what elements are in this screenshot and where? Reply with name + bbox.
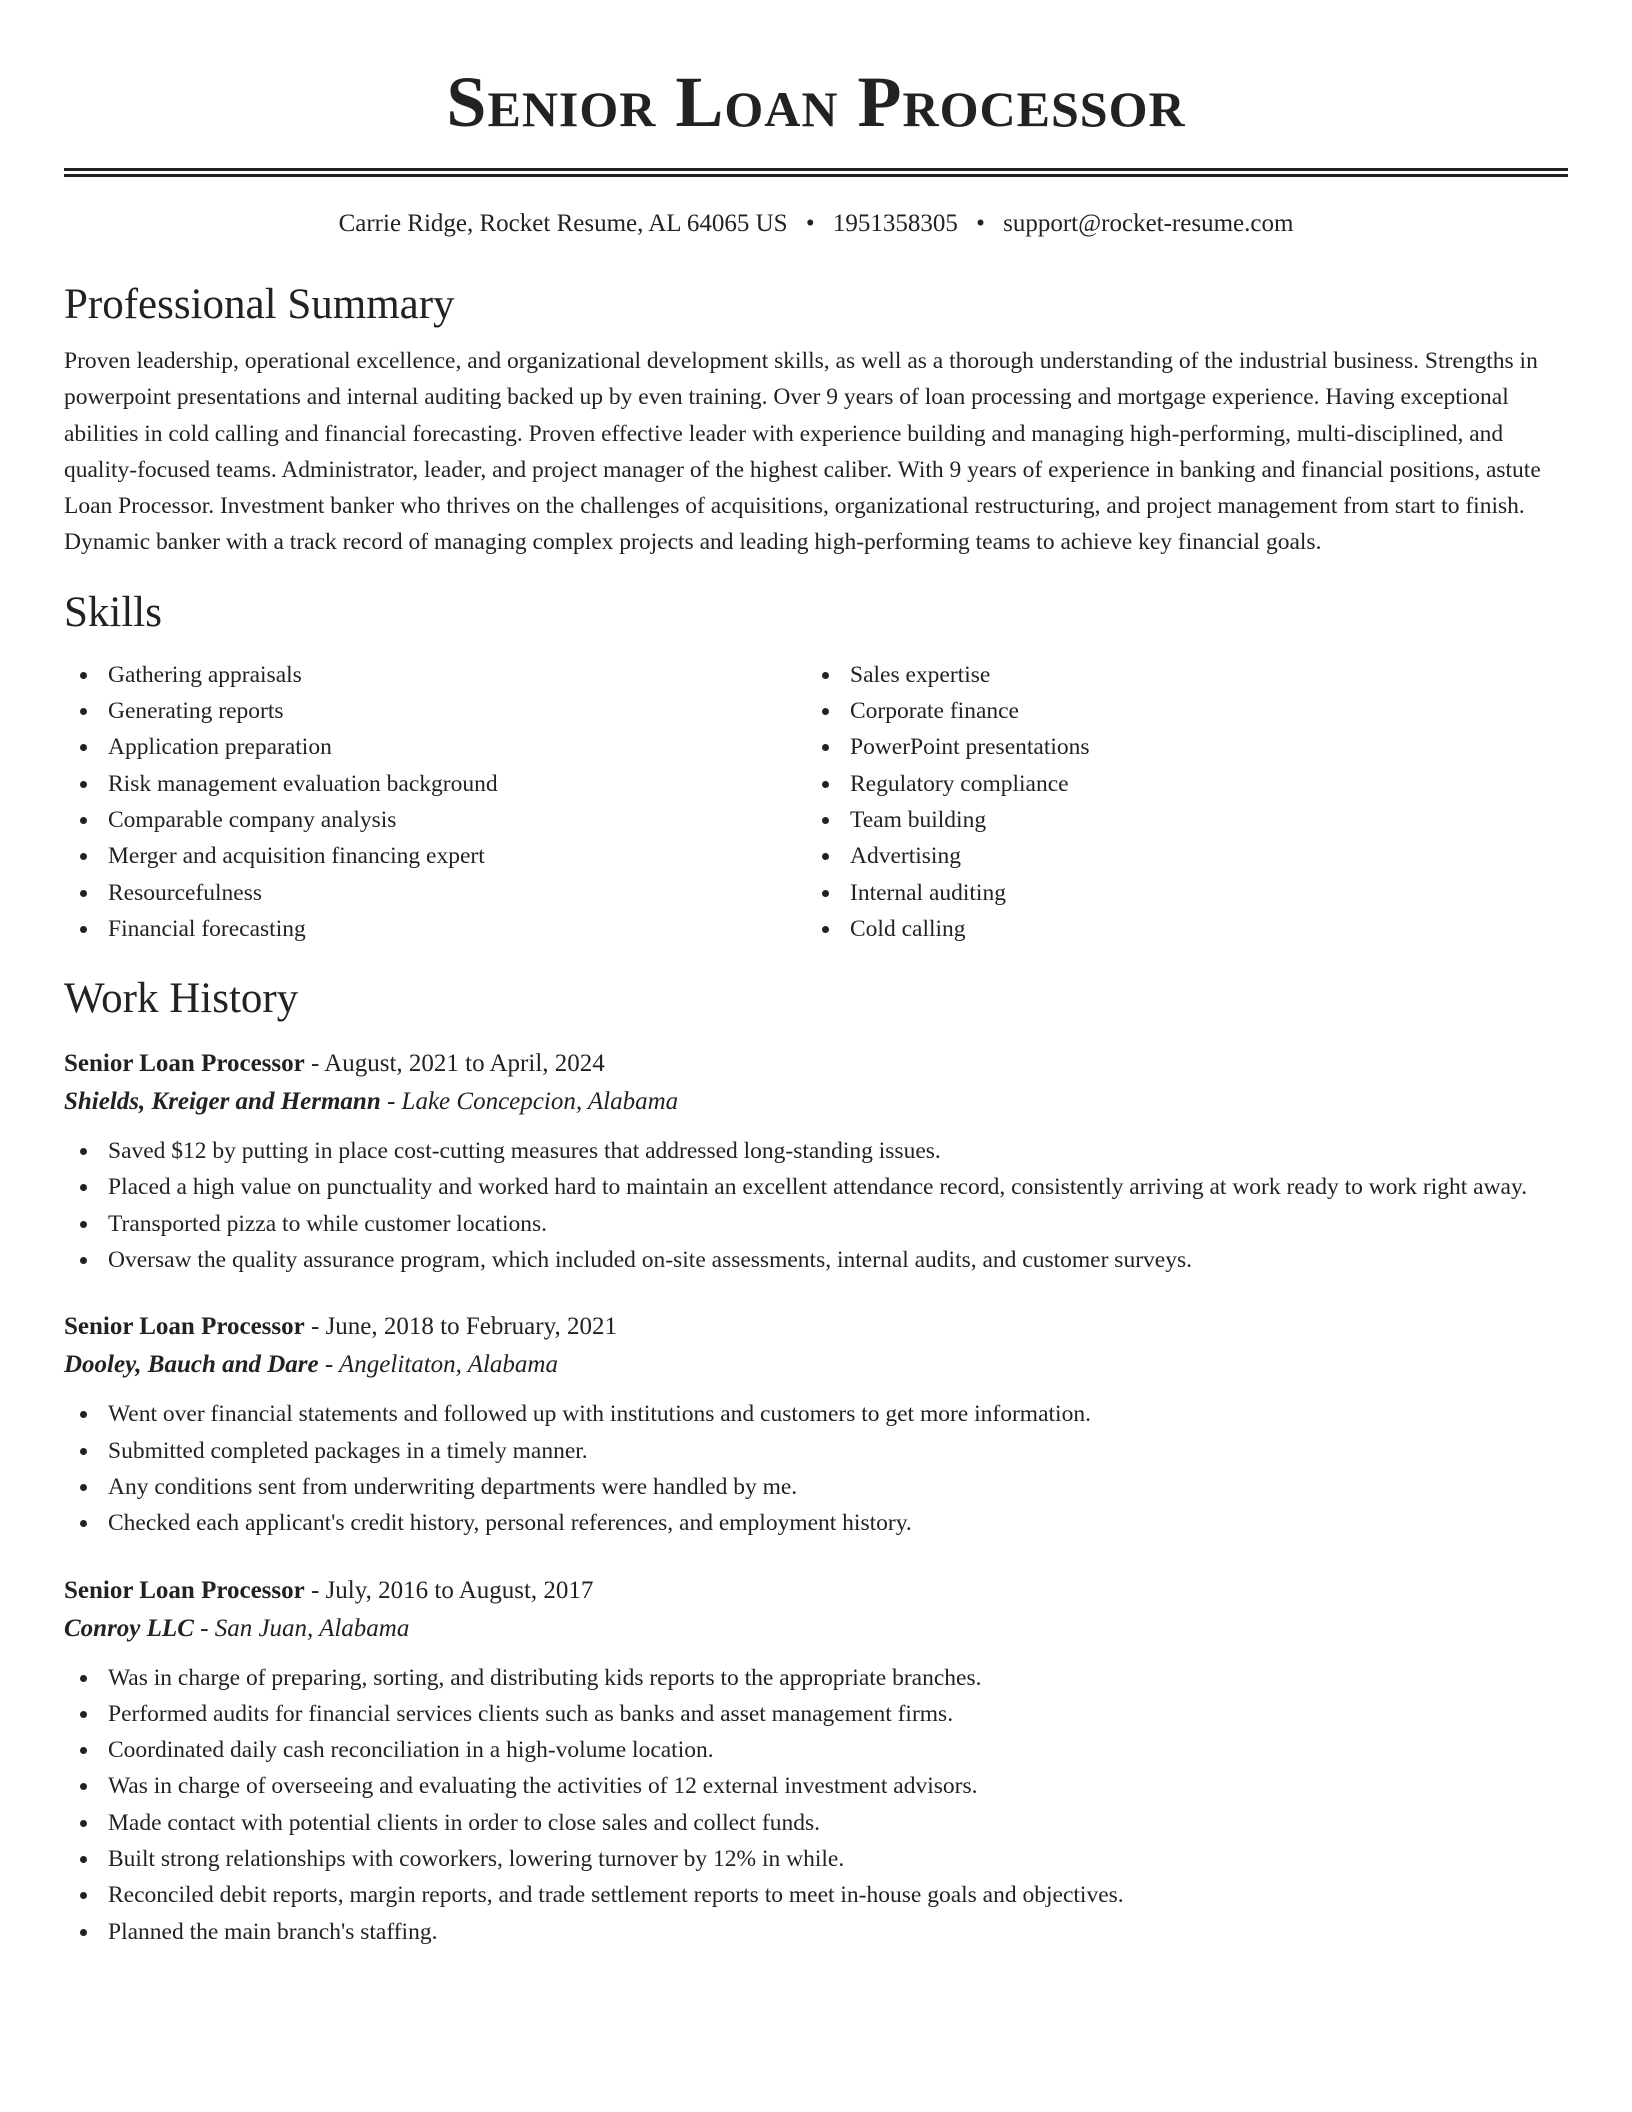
skill-item: Application preparation bbox=[64, 729, 806, 765]
contact-address: Carrie Ridge, Rocket Resume, AL 64065 US bbox=[338, 210, 788, 237]
resume-page bbox=[64, 0, 1568, 1950]
job-title-line bbox=[64, 1308, 1568, 1346]
work-history-heading: Work History bbox=[64, 975, 299, 1023]
duty-item: Saved $12 by putting in place cost-cutting measures that addressed long-standing issues. bbox=[64, 1133, 1568, 1169]
job-location: - Lake Concepcion, Alabama bbox=[380, 1088, 679, 1116]
job-duties bbox=[64, 1396, 1568, 1541]
duty-item: Reconciled debit reports, margin reports, and trade settlement reports to meet in-house goals and objectives. bbox=[64, 1877, 1568, 1913]
resume-title: Senior Loan Processor bbox=[446, 62, 1186, 142]
job-dates: - July, 2016 to August, 2017 bbox=[304, 1576, 594, 1604]
skill-item: PowerPoint presentations bbox=[806, 729, 1548, 765]
skill-item: Regulatory compliance bbox=[806, 766, 1548, 802]
job-company: Conroy LLC bbox=[64, 1614, 194, 1642]
job-entry bbox=[64, 1045, 1568, 1278]
skills-column-right bbox=[806, 657, 1548, 947]
job-company-line bbox=[64, 1346, 1568, 1384]
duty-item: Any conditions sent from underwriting departments were handled by me. bbox=[64, 1469, 1568, 1505]
skill-item: Generating reports bbox=[64, 693, 806, 729]
skill-item: Merger and acquisition financing expert bbox=[64, 838, 806, 874]
job-company-line bbox=[64, 1610, 1568, 1648]
duty-item: Checked each applicant's credit history, personal references, and employment history. bbox=[64, 1505, 1568, 1541]
duty-item: Oversaw the quality assurance program, which included on-site assessments, internal audits, and customer surveys. bbox=[64, 1242, 1568, 1278]
job-company: Shields, Kreiger and Hermann bbox=[64, 1088, 381, 1116]
duty-item: Placed a high value on punctuality and worked hard to maintain an excellent attendance record, consistently arriving at work ready to work right away. bbox=[64, 1169, 1568, 1205]
job-location: - Angelitaton, Alabama bbox=[318, 1351, 558, 1379]
job-role: Senior Loan Processor bbox=[64, 1313, 305, 1341]
skill-item: Advertising bbox=[806, 838, 1548, 874]
skills-column-left bbox=[64, 657, 806, 947]
duty-item: Made contact with potential clients in order to close sales and collect funds. bbox=[64, 1805, 1568, 1841]
skill-item: Sales expertise bbox=[806, 657, 1548, 693]
duty-item: Was in charge of overseeing and evaluating the activities of 12 external investment advisors. bbox=[64, 1768, 1568, 1804]
duty-item: Went over financial statements and followed up with institutions and customers to get more information. bbox=[64, 1396, 1568, 1432]
job-title-line bbox=[64, 1045, 1568, 1083]
job-dates: - June, 2018 to February, 2021 bbox=[304, 1313, 617, 1341]
skill-item: Team building bbox=[806, 802, 1548, 838]
job-role: Senior Loan Processor bbox=[64, 1576, 305, 1604]
duty-item: Performed audits for financial services clients such as banks and asset management firms. bbox=[64, 1696, 1568, 1732]
duty-item: Built strong relationships with coworkers, lowering turnover by 12% in while. bbox=[64, 1841, 1568, 1877]
skill-item: Risk management evaluation background bbox=[64, 766, 806, 802]
header-divider bbox=[64, 168, 1568, 177]
summary-text: Proven leadership, operational excellence, and organizational development skills, as well as a thorough understanding of the industrial business. Strengths in powerpoint presentations and internal auditing backed up by even training. Over 9 years of loan processing and mortgage experience. Having exceptional abilities in cold calling and financial forecasting. Proven effective leader with experience building and managing high-performing, multi-disciplined, and quality-focused teams. Administrator, leader, and project manager of the highest caliber. With 9 years of experience in banking and financial positions, astute Loan Processor. Investment banker who thrives on the challenges of acquisitions, organizational restructuring, and project management from start to finish. Dynamic banker with a track record of managing complex projects and leading high-performing teams to achieve key financial goals. bbox=[64, 348, 1541, 556]
duty-item: Transported pizza to while customer locations. bbox=[64, 1206, 1568, 1242]
summary-heading: Professional Summary bbox=[64, 281, 455, 328]
job-company: Dooley, Bauch and Dare bbox=[64, 1351, 319, 1379]
skill-item: Internal auditing bbox=[806, 875, 1548, 911]
duty-item: Coordinated daily cash reconciliation in a high-volume location. bbox=[64, 1732, 1568, 1768]
job-title-line bbox=[64, 1572, 1568, 1610]
skill-item: Resourcefulness bbox=[64, 875, 806, 911]
duty-item: Was in charge of preparing, sorting, and distributing kids reports to the appropriate branches. bbox=[64, 1660, 1568, 1696]
job-duties bbox=[64, 1660, 1568, 1950]
job-entry bbox=[64, 1308, 1568, 1541]
job-role: Senior Loan Processor bbox=[64, 1050, 305, 1078]
duty-item: Planned the main branch's staffing. bbox=[64, 1914, 1568, 1950]
job-entry bbox=[64, 1572, 1568, 1950]
job-dates: - August, 2021 to April, 2024 bbox=[304, 1050, 605, 1078]
contact-line bbox=[64, 207, 1568, 241]
job-company-line bbox=[64, 1083, 1568, 1121]
job-duties bbox=[64, 1133, 1568, 1278]
contact-email: support@rocket-resume.com bbox=[1003, 210, 1294, 237]
bullet-separator: • bbox=[976, 210, 985, 237]
contact-phone: 1951358305 bbox=[832, 210, 958, 237]
skill-item: Cold calling bbox=[806, 911, 1548, 947]
skill-item: Financial forecasting bbox=[64, 911, 806, 947]
duty-item: Submitted completed packages in a timely manner. bbox=[64, 1433, 1568, 1469]
skill-item: Corporate finance bbox=[806, 693, 1548, 729]
job-location: - San Juan, Alabama bbox=[193, 1614, 410, 1642]
skills-list bbox=[64, 657, 1568, 947]
bullet-separator: • bbox=[805, 210, 815, 237]
skills-heading: Skills bbox=[64, 588, 162, 636]
skill-item: Gathering appraisals bbox=[64, 657, 806, 693]
skill-item: Comparable company analysis bbox=[64, 802, 806, 838]
